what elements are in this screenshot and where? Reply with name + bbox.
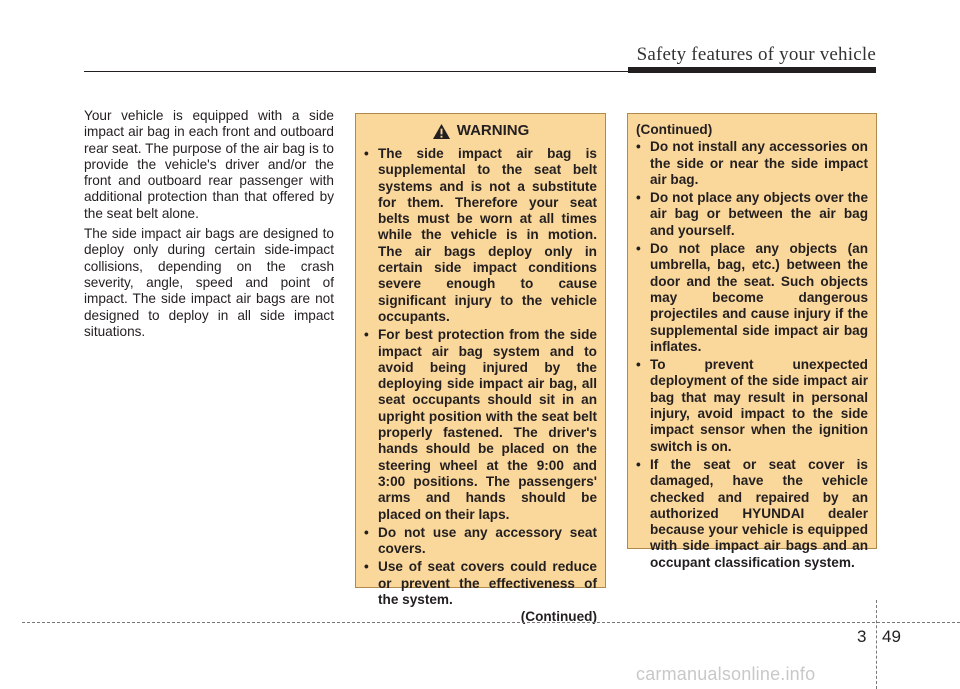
page-number: 49 [882,627,901,646]
warning-list [636,139,868,571]
warning-list [364,146,597,608]
watermark: carmanualsonline.info [636,664,816,684]
body-paragraph: The side impact air bags are designed to deploy only during certain side-impact collisions, depending on the crash severity, angle, speed and point of impact. The side impact air bags are not designed to deploy in all side impact situations. [84,226,334,339]
list-item: • Use of seat covers could reduce or prevent the effectiveness of the system. [364,559,597,608]
footer-rule [22,622,960,623]
warning-box [355,113,606,625]
warning-triangle-icon [432,123,451,140]
body-paragraph: Your vehicle is equipped with a side impact air bag in each front and outboard rear seat. The purpose of the air bag is to provide the vehicle's driver and/or the front and outboard rear passenger with additional protection than that offered by the seat belt alone. [84,108,334,221]
warning-heading [364,123,597,140]
list-item: • Do not place any objects (an umbrella, bag, etc.) between the door and the seat. Such objects may become dangerous projectiles and cause injury if the supplemental side impact air bag inflates. [636,241,868,354]
list-item: • Do not use any accessory seat covers. [364,524,597,557]
list-item: • Do not install any accessories on the side or near the side impact air bag. [636,139,868,187]
footer-divider [876,600,877,689]
warning-heading-text: WARNING [456,122,530,140]
list-item: • The side impact air bag is supplemental to the seat belt systems and is not a substitute for them. Therefore your seat belts must be worn at all times while the vehicle is in motion. The air bags deploy only in certain side impact conditions severe enough to cause significant injury to the vehicle occupants. [364,146,597,324]
header-rule-accent [628,67,876,73]
list-item: • To prevent unexpected deployment of the side impact air bag that may result in personal injury, avoid impact to the side impact sensor when the ignition switch is on. [636,357,868,454]
body-text-column [84,108,334,344]
warning-box-continued [627,113,877,570]
continued-label: (Continued) [636,122,713,137]
list-item: • If the seat or seat cover is damaged, have the vehicle checked and repaired by an authorized HYUNDAI dealer because your vehicle is equipped with side impact air bags and an occupant classification system. [636,456,868,570]
section-number: 3 [857,627,867,646]
list-item: • Do not place any objects over the air bag or between the air bag and yourself. [636,190,868,238]
section-title: Safety features of your vehicle [636,44,876,65]
continued-label: (Continued) [520,609,597,625]
list-item: • For best protection from the side impact air bag system and to avoid being injured by the deploying side impact air bag, all seat occupants should sit in an upright position with the seat belt properly fastened. The driver's hands should be placed on the steering wheel at the 9:00 and 3:00 positions. The passengers' arms and hands should be placed on their laps. [364,327,597,522]
